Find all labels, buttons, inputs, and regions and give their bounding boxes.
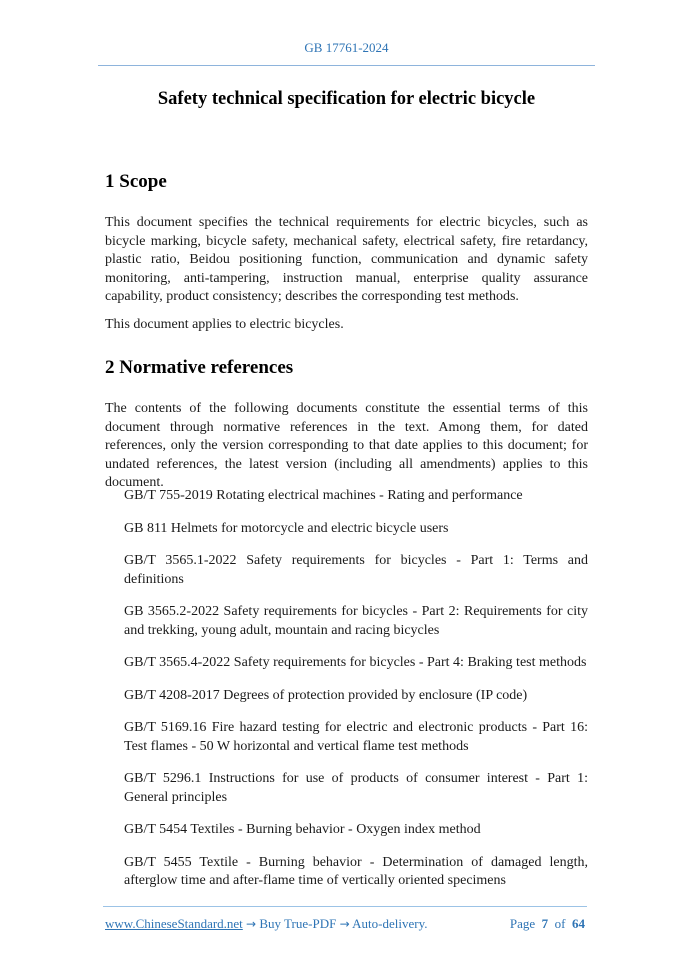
reference-item: GB/T 5455 Textile - Burning behavior - Determination of damaged length, afterglow time and after-flame time of vertically oriented specimens [124, 854, 588, 888]
auto-delivery-text: Auto-delivery. [352, 916, 428, 931]
section-heading-scope: 1 Scope [105, 171, 167, 192]
chinesestandard-link[interactable]: www.ChineseStandard.net [105, 916, 243, 931]
reference-item: GB/T 3565.4-2022 Safety requirements for bicycles - Part 4: Braking test methods [124, 655, 587, 670]
reference-item: GB 3565.2-2022 Safety requirements for bicycles - Part 2: Requirements for city and trekking, young adult, mountain and racing bicycles [124, 604, 588, 638]
reference-item: GB/T 4208-2017 Degrees of protection provided by enclosure (IP code) [124, 687, 528, 703]
total-pages-number: 64 [572, 916, 585, 931]
reference-item: GB/T 3565.1-2022 Safety requirements for bicycles - Part 1: Terms and definitions [124, 553, 588, 587]
of-label: of [554, 916, 566, 931]
reference-list [124, 487, 588, 905]
current-page-number: 7 [541, 916, 549, 931]
buy-true-pdf-text: Buy True-PDF [259, 916, 337, 931]
reference-item: GB/T 755-2019 Rotating electrical machines - Rating and performance [124, 488, 523, 503]
page-footer [105, 916, 585, 932]
arrow-right-icon: → [246, 917, 257, 931]
normative-references-intro: The contents of the following documents constitute the essential terms of this document through normative references in the text. Among them, for dated references, only the version corresponding to that date applies to this document; for undated references, the latest version (including all amendments) applies to this document. [105, 401, 588, 490]
arrow-right-icon: → [339, 917, 350, 931]
reference-item: GB/T 5454 Textiles - Burning behavior - Oxygen index method [124, 822, 481, 837]
scope-paragraph: This document specifies the technical requirements for electric bicycles, such as bicycle marking, bicycle safety, mechanical safety, electrical safety, fire retardancy, plastic ratio, Beidou positioning function, communication and dynamic safety monitoring, anti-tampering, instruction manual, enterprise quality assurance capability, product consistency; describes the corresponding test methods. [105, 215, 588, 304]
footer-divider [103, 906, 587, 907]
reference-item: GB 811 Helmets for motorcycle and electric bicycle users [124, 520, 449, 536]
header-standard-code: GB 17761-2024 [304, 40, 389, 55]
reference-item: GB/T 5169.16 Fire hazard testing for electric and electronic products - Part 16: Test flames - 50 W horizontal and vertical flame test methods [124, 720, 588, 754]
page-indicator [510, 916, 585, 932]
document-title: Safety technical specification for electric bicycle [157, 89, 536, 109]
page-label: Page [509, 916, 536, 931]
header-divider [98, 65, 595, 66]
section-heading-normative-references: 2 Normative references [105, 357, 294, 378]
scope-applicability-paragraph: This document applies to electric bicycles. [105, 317, 344, 332]
reference-item: GB/T 5296.1 Instructions for use of products of consumer interest - Part 1: General principles [124, 771, 588, 805]
